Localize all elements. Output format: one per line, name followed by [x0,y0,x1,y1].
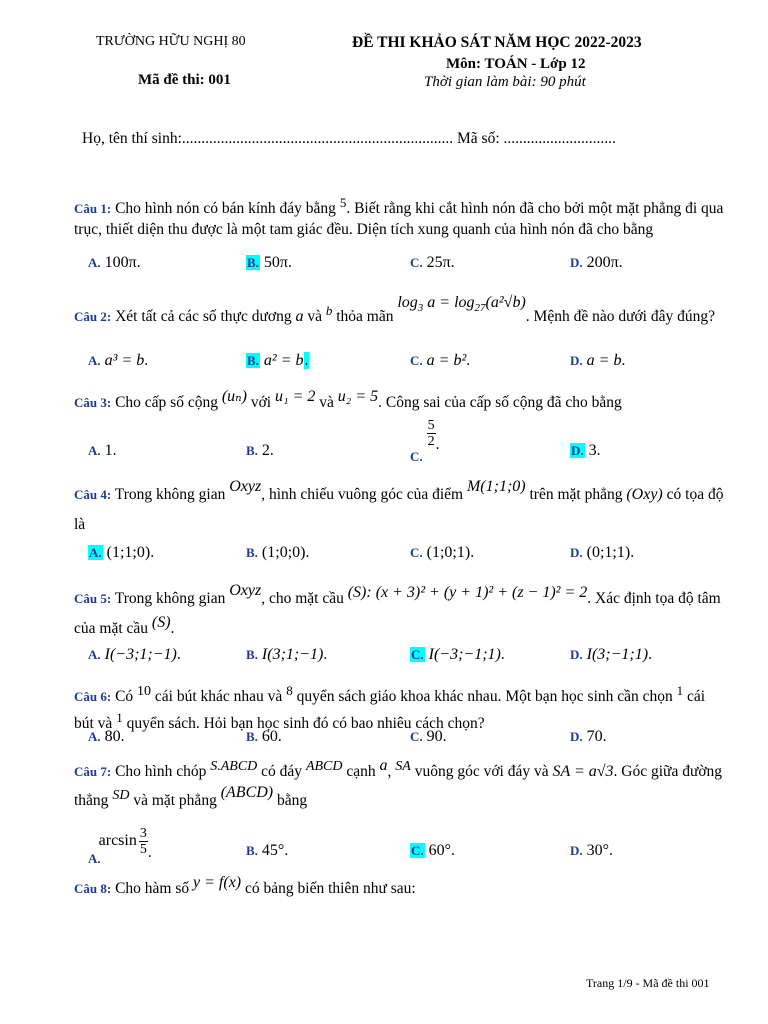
option-5c[interactable] [410,646,505,664]
question-text: Trong không gian [114,590,230,607]
option-letter: A. [88,647,101,662]
option-letter: B. [246,647,258,662]
math-expr: S.ABCD [210,759,258,774]
option-suffix: . [269,442,274,459]
math-expr: ABCD [305,759,343,774]
question-text: với [246,394,275,411]
option-letter: D. [570,729,583,744]
option-letter: A. [88,443,101,458]
option-letter: B. [247,353,259,368]
question-label: Câu 5: [74,591,112,606]
question-text: có bảng biến thiên như sau: [241,880,416,897]
fraction [427,418,436,449]
option-value: 45° [261,842,285,859]
name-label: Họ, tên thí sinh: [82,130,182,147]
question-text: cái bút khác nhau và [151,688,287,706]
option-letter: B. [246,843,258,858]
option-letter: A. [88,851,101,867]
option-letter: A. [89,545,102,560]
math-expr: b [325,303,333,318]
option-value: a² = b [263,352,304,369]
option-letter: B. [247,255,259,270]
question-text: và [303,308,326,326]
option-1a[interactable] [88,254,141,272]
option-letter: D. [570,545,583,560]
math-expr: 5 [339,195,347,210]
option-letter: C. [410,545,423,560]
option-value: a³ = b [104,352,145,369]
option-2d[interactable] [570,352,625,370]
option-3c[interactable] [410,418,440,465]
question-text: vuông góc với đáy và [410,763,553,780]
option-3d[interactable] [570,442,601,460]
option-1b[interactable] [246,254,292,272]
option-suffix: . [288,254,292,271]
option-suffix: . [304,352,309,369]
math-expr: 1 [676,683,684,698]
fraction-numerator: 5 [427,418,435,433]
option-6b[interactable] [246,728,282,746]
option-value: 50π [263,254,288,271]
option-letter: A. [88,729,101,744]
option-suffix: . [147,844,152,862]
question-text: Cho hình chóp [115,763,211,780]
question-text: . Công sai của cấp số cộng đã cho bằng [378,394,622,411]
option-letter: D. [570,647,583,662]
option-value: I(3;1;−1) [261,646,324,663]
math-expr: y = f(x) [193,874,242,891]
option-value: 100π [104,254,137,271]
option-4a[interactable] [88,544,154,562]
option-suffix: . [466,352,471,369]
question-text: và [315,394,338,411]
option-letter: A. [88,353,101,368]
question-text: Cho cấp số cộng [115,394,222,411]
option-suffix: . [500,646,505,663]
math-expr: Oxyz [229,478,262,495]
option-suffix: . [621,352,626,369]
math-expr: a [379,757,388,774]
name-field: ...................................................................... [181,130,454,147]
math-expr: (ABCD) [220,784,274,801]
option-letter: C. [411,843,424,858]
option-6d[interactable] [570,728,607,746]
option-value: (0;1;1) [586,544,631,561]
math-part: 3 [417,302,424,315]
question-text: Cho hình nón có bán kính đáy bằng [115,200,340,218]
option-3a[interactable] [88,442,117,460]
option-suffix: . [435,436,440,454]
option-1d[interactable] [570,254,623,272]
fraction-numerator: 3 [139,826,147,841]
option-suffix: . [150,544,155,561]
option-letter: B. [246,729,258,744]
option-value: 25π [426,254,451,271]
option-letter: C. [410,729,423,744]
math-expr: (S) [151,614,171,631]
option-letter: D. [570,255,583,270]
question-7 [74,758,724,816]
option-value: 3 [588,442,597,459]
option-suffix: . [451,842,455,859]
fraction-denominator: 2 [427,434,435,449]
question-label: Câu 3: [74,395,112,410]
option-value: (1;0;1) [426,544,471,561]
option-5b[interactable] [246,646,327,664]
question-8 [74,874,724,899]
option-letter: B. [246,545,258,560]
question-text: Trong không gian [114,486,230,503]
option-4c[interactable] [410,544,474,562]
exam-time: Thời gian làm bài: 90 phút [424,74,586,90]
candidate-line [82,130,616,148]
question-text: quyển sách. Hỏi bạn học sinh đó có bao nhiêu cách chọn? [122,715,485,733]
option-letter: B. [246,443,258,458]
option-value: 1 [104,442,113,459]
option-suffix: . [277,728,282,745]
id-label: Mã số: [457,130,500,147]
option-value: I(−3;1;−1) [104,646,177,663]
question-6 [74,680,724,734]
option-value: 70 [586,728,603,745]
subject: Môn: TOÁN - Lớp 12 [446,56,586,72]
option-7c[interactable] [410,842,455,860]
question-label: Câu 1: [74,201,112,217]
option-suffix: . [323,646,328,663]
option-5d[interactable] [570,646,652,664]
question-3 [74,388,724,413]
option-2a[interactable] [88,352,148,370]
question-text: . Biết rằng khi cắt hình nón đã cho bởi một mặt phẳng đi qua trục, thiết diện thu được là một tam giác đều. Diện tích xung quanh của hình nón đã cho bằng [74,200,724,239]
option-suffix: . [112,442,117,459]
question-text: Cho hàm số [115,880,194,897]
fraction [139,826,148,857]
option-7d[interactable] [570,842,613,860]
math-part: (a²√b) [485,294,526,312]
question-2 [74,294,724,333]
option-7a[interactable] [88,822,156,867]
exam-title: ĐỀ THI KHẢO SÁT NĂM HỌC 2022-2023 [352,34,642,51]
question-text: bằng [273,792,308,809]
option-letter: C. [410,353,423,368]
question-text: . Góc giữa đường thẳng [74,763,723,809]
math-expr: Oxyz [229,582,262,599]
option-suffix: . [618,254,623,271]
question-5 [74,584,724,644]
option-letter: C. [411,647,424,662]
option-6c[interactable] [410,728,447,746]
option-suffix: . [596,442,601,459]
option-value: 200π [586,254,619,271]
option-suffix: . [450,254,455,271]
question-text: có tọa độ là [74,486,724,533]
option-value: a = b² [426,352,467,369]
question-text: cái bút và [74,688,706,733]
option-value: 80 [104,728,121,745]
option-letter: C. [410,449,423,465]
option-6a[interactable] [88,728,125,746]
option-suffix: . [136,254,141,271]
option-7b[interactable] [246,842,288,860]
option-value: (1;1;0) [106,544,151,561]
question-label: Câu 2: [74,309,112,325]
math-expr: SD [112,788,130,803]
question-text: . Mệnh đề nào dưới đây đúng? [525,308,715,326]
option-3b[interactable] [246,442,274,460]
option-4d[interactable] [570,544,634,562]
option-value: I(3;−1;1) [586,646,649,663]
page-footer: Trang 1/9 - Mã đề thi 001 [586,976,710,990]
option-suffix: . [630,544,635,561]
option-letter: D. [571,443,584,458]
question-text: thỏa mãn [332,308,398,326]
option-1c[interactable] [410,254,455,272]
question-text: Có [115,688,138,706]
question-4 [74,480,724,540]
math-expr: 10 [137,684,152,699]
math-expr: 1 [116,710,123,726]
question-text: trên mặt phẳng [525,486,627,503]
option-suffix: . [144,352,149,369]
option-suffix: . [442,728,447,745]
option-value: 60 [261,728,278,745]
option-suffix: . [305,544,310,561]
math-expr: u₂ = 5 [337,388,379,405]
question-text: và mặt phẳng [129,792,221,809]
question-label: Câu 4: [74,487,112,502]
exam-code: Mã đề thi: 001 [138,72,231,88]
question-label: Câu 6: [74,689,112,705]
option-suffix: . [284,842,289,859]
math-expr: (uₙ) [221,388,247,405]
math-part: 27 [474,302,486,315]
option-value: (1;0;0) [261,544,306,561]
question-text: . Xác định tọa độ tâm của mặt cầu [74,590,721,637]
math-expr: 8 [286,683,293,698]
math-expr: SA [395,759,411,774]
option-letter: A. [88,255,101,270]
option-letter: D. [570,843,583,858]
question-text: Xét tất cả các số thực dương [115,308,296,326]
math-expr: M(1;1;0) [466,478,526,495]
option-value: 60° [428,842,452,859]
id-field: ............................. [503,130,616,147]
option-value: 30° [586,842,610,859]
option-suffix: . [648,646,652,663]
option-value: a = b [586,352,622,369]
option-5a[interactable] [88,646,181,664]
math-expr: (Oxy) [626,486,663,503]
question-text: . [170,620,175,637]
option-4b[interactable] [246,544,309,562]
math-expr: SA = a√3 [552,763,614,780]
option-letter: C. [410,255,423,270]
question-text: , hình chiếu vuông góc của điểm [261,486,467,503]
option-value: 90 [426,728,443,745]
option-letter: D. [570,353,583,368]
question-text: có đáy [257,763,306,780]
question-label: Câu 7: [74,764,112,779]
math-expr: u₁ = 2 [275,388,316,405]
math-sphere-equation: (S): (x + 3)² + (y + 1)² + (z − 1)² = 2 [347,584,588,601]
option-suffix: . [609,842,613,859]
option-suffix: . [120,728,125,745]
question-text: , cho mặt cầu [261,590,348,607]
option-2c[interactable] [410,352,470,370]
question-text: quyển sách giáo khoa khác nhau. Một bạn học sinh cần chọn [292,688,677,706]
question-text: cạnh [342,763,380,780]
school-name: TRƯỜNG HỮU NGHỊ 80 [96,34,246,49]
option-value: I(−3;−1;1) [428,646,501,663]
math-log-equation [397,294,526,315]
math-part: log [397,294,418,312]
question-label: Câu 8: [74,881,112,896]
option-2b[interactable] [246,352,309,370]
fraction-denominator: 5 [139,842,147,857]
option-suffix: . [470,544,475,561]
option-suffix: . [602,728,607,745]
option-suffix: . [176,646,181,663]
math-expr: a [295,308,304,326]
option-prefix: arcsin [98,832,137,850]
question-text: , [387,763,396,780]
question-1 [74,192,724,240]
option-value: 2 [261,442,270,459]
math-part: a = log [423,294,475,312]
